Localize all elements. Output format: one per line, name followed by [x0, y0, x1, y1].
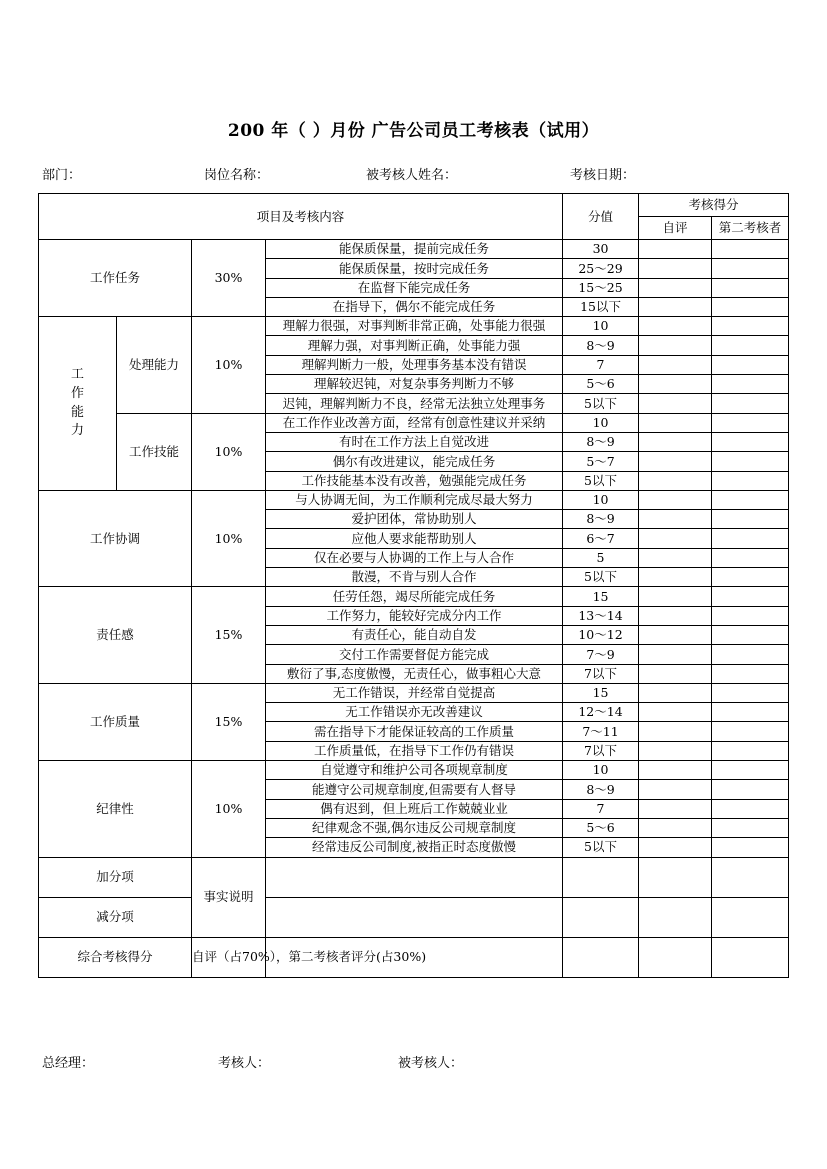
criterion-text: 与人协调无间，为工作顺利完成尽最大努力 [266, 490, 563, 509]
criterion-score: 7以下 [563, 664, 639, 683]
criterion-text: 有责任心，能自动自发 [266, 625, 563, 644]
assessee-name-label: 被考核人姓名： [366, 168, 458, 183]
total-score-cell[interactable] [563, 937, 639, 977]
criterion-text: 能保质保量，提前完成任务 [266, 240, 563, 259]
second-score-cell[interactable] [712, 780, 789, 799]
criterion-score: 25～29 [563, 259, 639, 278]
criterion-text: 在指导下，偶尔不能完成任务 [266, 297, 563, 316]
second-score-cell[interactable] [712, 606, 789, 625]
criterion-text: 仅在必要与人协调的工作上与人合作 [266, 548, 563, 567]
self-score-cell[interactable] [639, 452, 712, 471]
header-score: 分值 [563, 194, 639, 240]
section-weight-discipline: 10% [192, 761, 266, 857]
criterion-score: 5～6 [563, 375, 639, 394]
second-score-cell[interactable] [712, 703, 789, 722]
criterion-score: 10～12 [563, 625, 639, 644]
criterion-score: 15 [563, 587, 639, 606]
criterion-score: 5以下 [563, 568, 639, 587]
assessee-label: 被考核人： [398, 1056, 464, 1071]
criterion-score: 8～9 [563, 432, 639, 451]
criterion-text: 敷衍了事,态度傲慢，无责任心，做事粗心大意 [266, 664, 563, 683]
criterion-text: 经常违反公司制度,被指正时态度傲慢 [266, 838, 563, 857]
self-score-cell[interactable] [639, 799, 712, 818]
self-score-cell[interactable] [639, 394, 712, 413]
deduction-label: 减分项 [39, 897, 192, 937]
second-score-cell[interactable] [712, 259, 789, 278]
header-self-eval: 自评 [639, 217, 712, 240]
subsection-name-skill: 工作技能 [117, 413, 192, 490]
second-score-cell[interactable] [712, 375, 789, 394]
criterion-score: 8～9 [563, 780, 639, 799]
bonus-label: 加分项 [39, 857, 192, 897]
section-name-coordination: 工作协调 [39, 490, 192, 586]
criterion-text: 理解判断力一般，处理事务基本没有错误 [266, 355, 563, 374]
header-items: 项目及考核内容 [39, 194, 563, 240]
self-score-cell[interactable] [639, 780, 712, 799]
subsection-weight-skill: 10% [192, 413, 266, 490]
criterion-score: 5以下 [563, 394, 639, 413]
self-score-cell[interactable] [639, 741, 712, 760]
second-score-cell[interactable] [712, 761, 789, 780]
criterion-score: 10 [563, 490, 639, 509]
form-title: 200 年（ ）月份 广告公司员工考核表（试用） [227, 121, 600, 141]
self-score-cell[interactable] [639, 625, 712, 644]
self-score-cell[interactable] [639, 413, 712, 432]
section-weight-quality: 15% [192, 683, 266, 760]
criterion-text: 理解力强，对事判断正确，处事能力强 [266, 336, 563, 355]
second-score-cell[interactable] [712, 548, 789, 567]
second-score-cell[interactable] [712, 818, 789, 837]
criterion-text: 能遵守公司规章制度,但需要有人督导 [266, 780, 563, 799]
self-score-cell[interactable] [639, 703, 712, 722]
criterion-score: 7～11 [563, 722, 639, 741]
section-name-discipline: 纪律性 [39, 761, 192, 857]
criterion-text: 偶有迟到，但上班后工作兢兢业业 [266, 799, 563, 818]
criterion-text: 任劳任怨，竭尽所能完成任务 [266, 587, 563, 606]
self-score-cell[interactable] [639, 818, 712, 837]
self-score-cell[interactable] [639, 336, 712, 355]
second-score-cell[interactable] [712, 490, 789, 509]
deduction-facts-cell[interactable] [266, 897, 563, 937]
self-score-cell[interactable] [639, 490, 712, 509]
criterion-text: 自觉遵守和维护公司各项规章制度 [266, 761, 563, 780]
criterion-text: 理解力很强，对事判断非常正确，处事能力很强 [266, 317, 563, 336]
total-self-cell[interactable] [639, 937, 712, 977]
deduction-self-cell[interactable] [639, 897, 712, 937]
criterion-text: 在监督下能完成任务 [266, 278, 563, 297]
criterion-text: 需在指导下才能保证较高的工作质量 [266, 722, 563, 741]
second-score-cell[interactable] [712, 625, 789, 644]
criterion-text: 交付工作需要督促方能完成 [266, 645, 563, 664]
criterion-score: 6～7 [563, 529, 639, 548]
self-score-cell[interactable] [639, 259, 712, 278]
total-score-note: 自评（占70%），第二考核者评分(占30%) [192, 937, 266, 977]
second-score-cell[interactable] [712, 683, 789, 702]
second-score-cell[interactable] [712, 568, 789, 587]
second-score-cell[interactable] [712, 336, 789, 355]
self-score-cell[interactable] [639, 240, 712, 259]
self-score-cell[interactable] [639, 548, 712, 567]
criterion-score: 5～7 [563, 452, 639, 471]
criterion-text: 有时在工作方法上自觉改进 [266, 432, 563, 451]
self-score-cell[interactable] [639, 471, 712, 490]
criterion-score: 12～14 [563, 703, 639, 722]
second-score-cell[interactable] [712, 355, 789, 374]
assessor-label: 考核人： [218, 1056, 271, 1071]
assessment-date-label: 考核日期： [570, 168, 636, 183]
self-score-cell[interactable] [639, 317, 712, 336]
second-score-cell[interactable] [712, 722, 789, 741]
criterion-score: 8～9 [563, 336, 639, 355]
subsection-weight-handling: 10% [192, 317, 266, 413]
general-manager-label: 总经理： [42, 1056, 95, 1071]
second-score-cell[interactable] [712, 278, 789, 297]
criterion-text: 爱护团体，常协助别人 [266, 510, 563, 529]
self-score-cell[interactable] [639, 297, 712, 316]
criterion-score: 5 [563, 548, 639, 567]
second-score-cell[interactable] [712, 664, 789, 683]
criterion-score: 15以下 [563, 297, 639, 316]
self-score-cell[interactable] [639, 645, 712, 664]
self-score-cell[interactable] [639, 683, 712, 702]
criterion-text: 应他人要求能帮助别人 [266, 529, 563, 548]
second-score-cell[interactable] [712, 432, 789, 451]
department-label: 部门： [42, 168, 82, 183]
second-score-cell[interactable] [712, 297, 789, 316]
self-score-cell[interactable] [639, 432, 712, 451]
second-score-cell[interactable] [712, 529, 789, 548]
criterion-text: 纪律观念不强,偶尔违反公司规章制度 [266, 818, 563, 837]
criterion-score: 10 [563, 413, 639, 432]
total-score-label: 综合考核得分 [39, 937, 192, 977]
facts-label: 事实说明 [192, 857, 266, 937]
criterion-score: 5～6 [563, 818, 639, 837]
second-score-cell[interactable] [712, 413, 789, 432]
section-name-work-ability: 工作能力 [39, 317, 117, 491]
header-second-eval: 第二考核者 [712, 217, 789, 240]
self-score-cell[interactable] [639, 664, 712, 683]
self-score-cell[interactable] [639, 510, 712, 529]
self-score-cell[interactable] [639, 375, 712, 394]
criterion-score: 7以下 [563, 741, 639, 760]
bonus-score-cell[interactable] [563, 857, 639, 897]
criterion-text: 偶尔有改进建议，能完成任务 [266, 452, 563, 471]
criterion-score: 7 [563, 799, 639, 818]
self-score-cell[interactable] [639, 568, 712, 587]
total-second-cell[interactable] [712, 937, 789, 977]
self-score-cell[interactable] [639, 722, 712, 741]
criterion-score: 7 [563, 355, 639, 374]
criterion-text: 在工作作业改善方面，经常有创意性建议并采纳 [266, 413, 563, 432]
criterion-score: 8～9 [563, 510, 639, 529]
position-label: 岗位名称： [204, 168, 270, 183]
section-weight-responsibility: 15% [192, 587, 266, 683]
bonus-second-cell[interactable] [712, 857, 789, 897]
second-score-cell[interactable] [712, 240, 789, 259]
second-score-cell[interactable] [712, 799, 789, 818]
criterion-text: 无工作错误亦无改善建议 [266, 703, 563, 722]
criterion-text: 工作努力，能较好完成分内工作 [266, 606, 563, 625]
second-score-cell[interactable] [712, 471, 789, 490]
bonus-self-cell[interactable] [639, 857, 712, 897]
section-weight-coordination: 10% [192, 490, 266, 586]
second-score-cell[interactable] [712, 587, 789, 606]
criterion-score: 15 [563, 683, 639, 702]
deduction-second-cell[interactable] [712, 897, 789, 937]
bonus-facts-cell[interactable] [266, 857, 563, 897]
self-score-cell[interactable] [639, 355, 712, 374]
criterion-score: 15～25 [563, 278, 639, 297]
self-score-cell[interactable] [639, 587, 712, 606]
self-score-cell[interactable] [639, 838, 712, 857]
section-weight-work-task: 30% [192, 240, 266, 317]
criterion-score: 5以下 [563, 471, 639, 490]
criterion-text: 迟钝，理解判断力不良，经常无法独立处理事务 [266, 394, 563, 413]
section-name-quality: 工作质量 [39, 683, 192, 760]
criterion-score: 30 [563, 240, 639, 259]
second-score-cell[interactable] [712, 838, 789, 857]
second-score-cell[interactable] [712, 645, 789, 664]
second-score-cell[interactable] [712, 394, 789, 413]
criterion-text: 散漫，不肯与别人合作 [266, 568, 563, 587]
criterion-text: 理解较迟钝，对复杂事务判断力不够 [266, 375, 563, 394]
assessment-table [38, 193, 789, 978]
self-score-cell[interactable] [639, 761, 712, 780]
criterion-text: 能保质保量，按时完成任务 [266, 259, 563, 278]
second-score-cell[interactable] [712, 317, 789, 336]
section-name-responsibility: 责任感 [39, 587, 192, 683]
criterion-text: 工作质量低，在指导下工作仍有错误 [266, 741, 563, 760]
self-score-cell[interactable] [639, 606, 712, 625]
criterion-text: 无工作错误，并经常自觉提高 [266, 683, 563, 702]
deduction-score-cell[interactable] [563, 897, 639, 937]
subsection-name-handling: 处理能力 [117, 317, 192, 413]
section-name-work-task: 工作任务 [39, 240, 192, 317]
criterion-text: 工作技能基本没有改善，勉强能完成任务 [266, 471, 563, 490]
header-score-group: 考核得分 [639, 194, 789, 217]
second-score-cell[interactable] [712, 510, 789, 529]
criterion-score: 7～9 [563, 645, 639, 664]
self-score-cell[interactable] [639, 278, 712, 297]
second-score-cell[interactable] [712, 452, 789, 471]
criterion-score: 10 [563, 317, 639, 336]
criterion-score: 10 [563, 761, 639, 780]
second-score-cell[interactable] [712, 741, 789, 760]
criterion-score: 13～14 [563, 606, 639, 625]
criterion-score: 5以下 [563, 838, 639, 857]
self-score-cell[interactable] [639, 529, 712, 548]
